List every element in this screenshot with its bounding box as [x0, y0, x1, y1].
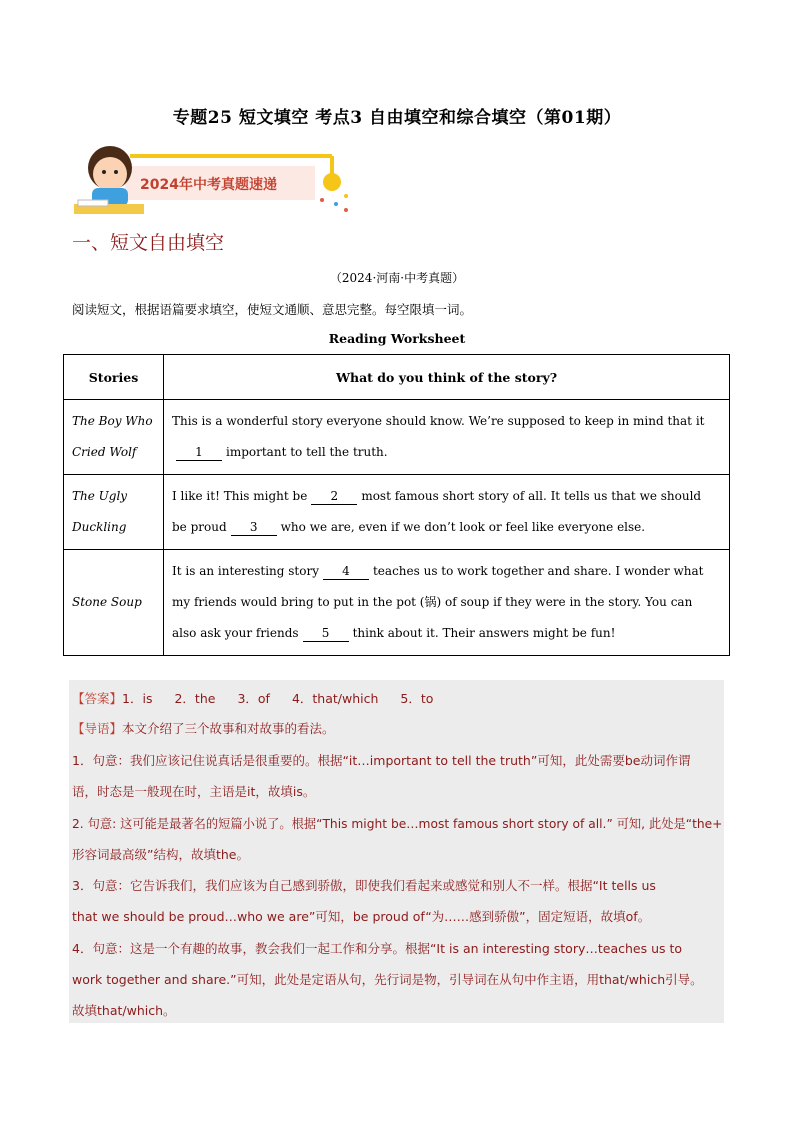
table-header-row	[64, 355, 730, 400]
blank-1[interactable]: 1	[176, 444, 222, 461]
story-title: Stone Soup	[64, 550, 164, 656]
question-source: （2024·河南·中考真题）	[329, 271, 465, 285]
blank-3[interactable]: 3	[231, 519, 277, 536]
explanation-line: 4．句意：这是一个有趣的故事，教会我们一起工作和分享。根据“It is an interesting story…teaches us to	[72, 941, 683, 956]
explanation-line: that we should be proud…who we are”可知，be proud of“为……感到骄傲”，固定短语，故填of。	[72, 909, 651, 924]
instructions: 阅读短文，根据语篇要求填空，使短文通顺、意思完整。每空限填一词。	[72, 302, 473, 317]
story-opinion: It is an interesting story 4 teaches us to work together and share. I wonder what my friends would bring to put in the pot (锅) of soup if they were in the story. You can also ask your friends 5 think about it. Their answers might be fun!	[164, 550, 730, 656]
story-opinion: This is a wonderful story everyone should know. We’re supposed to keep in mind that it1 important to tell the truth.	[164, 400, 730, 475]
table-row	[64, 550, 730, 656]
answer-item: 3．of	[237, 691, 270, 706]
header-stories: Stories	[64, 355, 164, 400]
guide-text: 本文介绍了三个故事和对故事的看法。	[122, 721, 335, 736]
answer-item: 4．that/which	[291, 691, 379, 706]
guide-tag: 【导语】	[72, 721, 123, 736]
explanation-line: 1．句意：我们应该记住说真话是很重要的。根据“it…important to tell the truth”可知，此处需要be动词作谓	[72, 753, 691, 768]
blank-5[interactable]: 5	[303, 625, 349, 642]
answer-item: 2．the	[174, 691, 216, 706]
page-title: 专题25 短文填空 考点3 自由填空和综合填空（第01期）	[172, 108, 622, 128]
section-heading: 一、短文自由填空	[72, 232, 225, 254]
answer-line	[72, 689, 455, 707]
worksheet-table	[63, 354, 730, 656]
explanation-line: 2. 句意: 这可能是最著名的短篇小说了。根据“This might be…most famous short story of all.” 可知, 此处是“the+	[72, 817, 723, 831]
story-title: The Boy Who Cried Wolf	[64, 400, 164, 475]
explanation-line: 语，时态是一般现在时，主语是it，故填is。	[72, 784, 316, 799]
blank-4[interactable]: 4	[323, 563, 369, 580]
story-title: The Ugly Duckling	[64, 475, 164, 550]
table-row	[64, 475, 730, 550]
table-row	[64, 400, 730, 475]
explanation-line: 3．句意：它告诉我们，我们应该为自己感到骄傲，即使我们看起来或感觉和别人不一样。根据“It tells us	[72, 878, 656, 893]
answer-item: 1．is	[122, 691, 153, 706]
explanation-line: 故填that/which。	[72, 1003, 176, 1018]
answer-item: 5．to	[400, 691, 434, 706]
answer-tag: 【答案】	[72, 691, 123, 706]
worksheet-title: Reading Worksheet	[328, 331, 466, 346]
explanation-line: 形容词最高级”结构，故填the。	[72, 847, 249, 862]
banner-text: 2024年中考真题速递	[140, 177, 277, 193]
explanation-line: work together and share.”可知，此处是定语从句，先行词是物，引导词在从句中作主语，用that/which引导。	[72, 972, 703, 987]
header-opinion: What do you think of the story?	[164, 355, 730, 400]
blank-2[interactable]: 2	[311, 488, 357, 505]
story-opinion: I like it! This might be 2 most famous short story of all. It tells us that we should be proud 3 who we are, even if we don’t look or feel like everyone else.	[164, 475, 730, 550]
guide-line	[72, 719, 335, 737]
